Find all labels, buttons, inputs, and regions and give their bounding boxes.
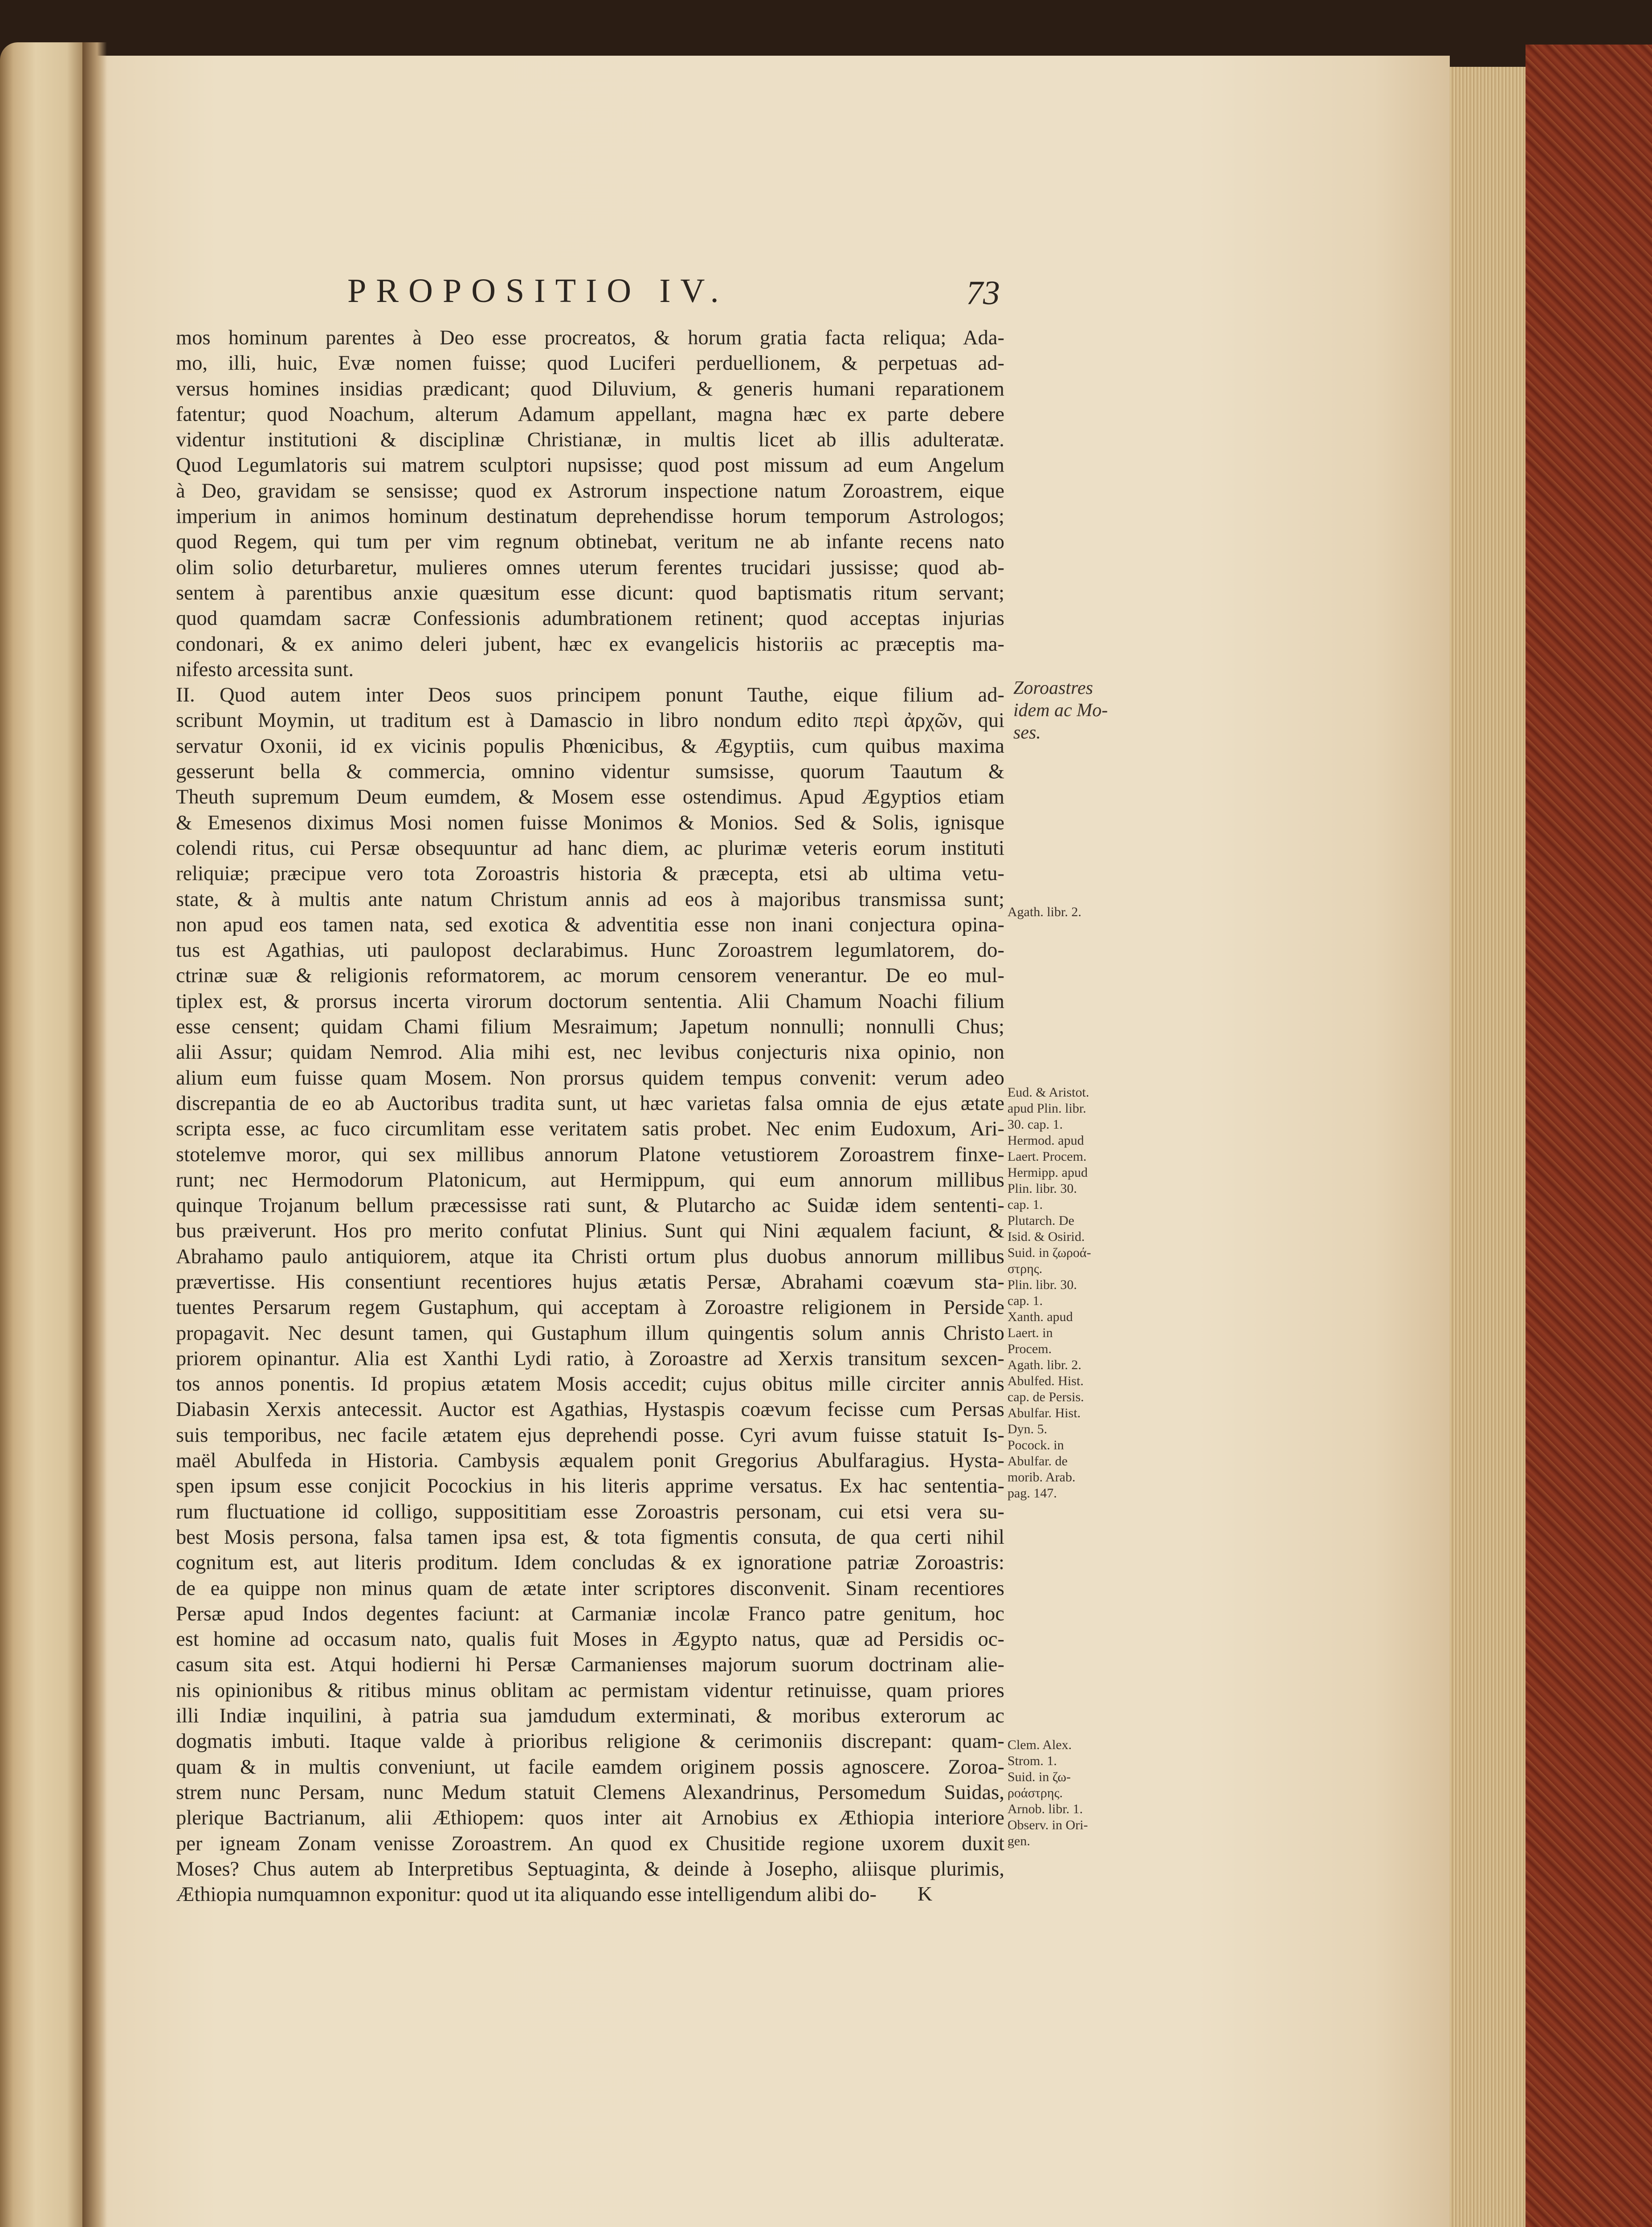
text-line: alium eum fuisse quam Mosem. Non prorsus quidem tempus convenit: verum adeo <box>176 1066 1004 1089</box>
margin-note-line: στρης. <box>1008 1261 1043 1276</box>
text-line: sentem à parentibus anxie quæsitum esse dicunt: quod baptismatis ritum servant; <box>176 581 1004 604</box>
text-line: videntur institutioni & disciplinæ Christianæ, in multis licet ab illis adulteratæ. <box>176 428 1004 452</box>
text-line: best Mosis persona, falsa tamen ipsa est, & tota figmentis consuta, de qua certi nihil <box>176 1525 1004 1549</box>
text-line: bus præiverunt. Hos pro merito confutat Plinius. Sunt qui Nini æqualem faciunt, & <box>176 1220 1004 1243</box>
margin-note-line: ses. <box>1013 722 1041 743</box>
margin-note-line: Xanth. apud <box>1008 1309 1073 1324</box>
text-line: tuentes Persarum regem Gustaphum, qui acceptam à Zoroastre religionem in Perside <box>176 1296 1004 1319</box>
margin-note-line: idem ac Mo- <box>1013 700 1108 721</box>
margin-note-line: Arnob. libr. 1. <box>1008 1802 1083 1816</box>
margin-note <box>1008 1085 1091 1501</box>
text-line: quod Regem, qui tum per vim regnum obtinebat, veritum ne ab infante recens nato <box>176 530 1004 554</box>
text-line: runt; nec Hermodorum Platonicum, aut Hermippum, qui eum annorum millibus <box>176 1168 1004 1191</box>
text-line: imperium in animos hominum destinatum deprehendisse horum temporum Astrologos; <box>176 505 1004 528</box>
text-line: nifesto arcessita sunt. <box>176 658 354 681</box>
text-line: nis opinionibus & ritibus minus oblitam ac permistam videntur retinuisse, quam priores <box>176 1679 1004 1702</box>
text-line: spen ipsum esse conjicit Pocockius in his literis apprime versatus. Ex hac sententia- <box>176 1475 1004 1498</box>
text-line: rum fluctuatione id colligo, supposititiam esse Zoroastris personam, cui etsi vera su- <box>176 1500 1004 1523</box>
margin-note-line: Clem. Alex. <box>1008 1738 1072 1752</box>
text-line: de ea quippe non minus quam de ætate inter scriptores disconvenit. Sinam recentiores <box>176 1577 1004 1600</box>
margin-note-line: Hermipp. apud <box>1008 1165 1088 1180</box>
text-line: Moses? Chus autem ab Interpretibus Septuaginta, & deinde à Josepho, aliisque plurimis, <box>176 1857 1004 1880</box>
margin-note-line: Agath. libr. 2. <box>1008 1358 1081 1372</box>
text-line: alii Assur; quidam Nemrod. Alia mihi est, nec levibus conjecturis nixa opinio, non <box>176 1041 1004 1064</box>
text-line: tos annos ponentis. Id propius ætatem Mosis accedit; cujus obitus mille circiter annis <box>176 1373 1004 1396</box>
text-line: Æthiopia numquamnon exponitur: quod ut ita aliquando esse intelligendum alibi do- <box>176 1883 877 1906</box>
margin-note-line: gen. <box>1008 1834 1030 1848</box>
running-head: PROPOSITIO IV. <box>347 272 729 310</box>
text-line: versus homines insidias prædicant; quod Diluvium, & generis humani reparationem <box>176 377 1004 400</box>
text-line: ctrinæ suæ & religionis reformatorem, ac morum censorem venerantur. De eo mul- <box>176 964 1004 987</box>
text-line: II. Quod autem inter Deos suos principem ponunt Tauthe, eique filium ad- <box>176 684 1004 707</box>
margin-note-line: Suid. in ζωροά- <box>1008 1245 1091 1260</box>
margin-note <box>1008 1737 1088 1849</box>
margin-note-line: Plin. libr. 30. <box>1008 1277 1077 1292</box>
text-line: propagavit. Nec desunt tamen, qui Gustaphum illum quingentis solum annis Christo <box>176 1322 1004 1345</box>
text-line: illi Indiæ inquilini, à patria sua jamdudum exterminati, & moribus exterorum ac <box>176 1705 1004 1728</box>
text-line: priorem opinantur. Alia est Xanthi Lydi ratio, à Zoroastre ad Xerxis transitum sexcen- <box>176 1347 1004 1370</box>
text-line: prævertisse. His consentiunt recentiores hujus ætatis Persæ, Abrahami coævum sta- <box>176 1270 1004 1293</box>
text-line: mo, illi, huic, Evæ nomen fuisse; quod Luciferi perduellionem, & perpetuas ad- <box>176 352 1004 375</box>
book-cover <box>1526 45 1652 2227</box>
margin-note-line: Plin. libr. 30. <box>1008 1181 1077 1196</box>
text-line: tus est Agathias, uti paulopost declarabimus. Hunc Zoroastrem legumlatorem, do- <box>176 939 1004 962</box>
text-line: stotelemve moror, qui sex millibus annorum Platone vetustiorem Zoroastrem finxe- <box>176 1143 1004 1166</box>
margin-note-line: Abulfar. Hist. <box>1008 1406 1081 1420</box>
text-line: discrepantia de eo ab Auctoribus tradita sunt, ut hæc varietas falsa omnia de ejus ætate <box>176 1092 1004 1115</box>
text-line: dogmatis imbuti. Itaque valde à prioribus religione & cerimoniis discrepant: quam- <box>176 1730 1004 1753</box>
margin-note-line: Dyn. 5. <box>1008 1422 1048 1436</box>
margin-note-line: ροάστρης. <box>1008 1786 1063 1800</box>
margin-note-line: Isid. & Osirid. <box>1008 1229 1085 1244</box>
left-page-edge <box>0 42 82 2227</box>
text-line: & Emesenos diximus Mosi nomen fuisse Monimos & Monios. Sed & Solis, ignisque <box>176 811 1004 834</box>
margin-note-line: Zoroastres <box>1013 678 1093 698</box>
margin-note-line: Pocock. in <box>1008 1438 1064 1452</box>
text-line: cognitum est, aut literis proditum. Idem concludas & ex ignoratione patriæ Zoroastris: <box>176 1551 1004 1574</box>
text-line: quam & in multis conveniunt, ut facile eamdem originem possis agnoscere. Zoroa- <box>176 1755 1004 1778</box>
text-line: strem nunc Persam, nunc Medum statuit Clemens Alexandrinus, Persomedum Suidas, <box>176 1781 1004 1804</box>
margin-note-line: Suid. in ζω- <box>1008 1770 1071 1784</box>
text-line: Theuth supremum Deum eumdem, & Mosem esse ostendimus. Apud Ægyptios etiam <box>176 786 1004 809</box>
text-line: maël Abulfeda in Historia. Cambysis æqualem ponit Gregorius Abulfaragius. Hysta- <box>176 1449 1004 1472</box>
text-line: à Deo, gravidam se sensisse; quod ex Astrorum inspectione natum Zoroastrem, eique <box>176 479 1004 502</box>
margin-note-line: Laert. Procem. <box>1008 1149 1087 1164</box>
margin-note-line: Procem. <box>1008 1342 1052 1356</box>
margin-note-line: cap. de Persis. <box>1008 1390 1084 1404</box>
text-line: scribunt Moymin, ut traditum est à Damascio in libro nondum edito περὶ ἀρχῶν, qui <box>176 709 1004 732</box>
margin-note-line: apud Plin. libr. <box>1008 1101 1086 1116</box>
text-line: suis temporibus, nec facile ætatem ejus deprehendi posse. Cyri avum fuisse statuit Is- <box>176 1423 1004 1447</box>
text-line: casum sita est. Atqui hodierni hi Persæ Carmanienses majorum suorum doctrinam alie- <box>176 1653 1004 1676</box>
margin-note-line: cap. 1. <box>1008 1197 1043 1212</box>
margin-note-line: Eud. & Aristot. <box>1008 1085 1089 1100</box>
margin-note-line: Laert. in <box>1008 1326 1053 1340</box>
margin-note-line: Hermod. apud <box>1008 1133 1084 1148</box>
text-line: reliquiæ; præcipue vero tota Zoroastris historia & præcepta, etsi ab ultima vetu- <box>176 862 1004 885</box>
text-line: Diabasin Xerxis antecessit. Auctor est Agathias, Hystaspis coævum fecisse cum Persas <box>176 1398 1004 1421</box>
page-block-edge <box>1450 67 1526 2227</box>
text-line: per igneam Zonam venisse Zoroastrem. An quod ex Chusitide regione uxorem duxit <box>176 1832 1004 1855</box>
margin-note-line: Observ. in Ori- <box>1008 1818 1088 1832</box>
text-line: colendi ritus, cui Persæ obsequuntur ad hanc diem, ac plurimæ veteris eorum instituti <box>176 836 1004 860</box>
text-line: esse censent; quidam Chami filium Mesraimum; Japetum nonnulli; nonnulli Chus; <box>176 1016 1004 1039</box>
margin-note-line: Abulfar. de <box>1008 1454 1068 1468</box>
text-line: plerique Bactrianum, alii Æthiopem: quos inter ait Arnobius ex Æthiopia interiore <box>176 1807 1004 1830</box>
margin-note <box>1013 677 1108 744</box>
text-line: fatentur; quod Noachum, alterum Adamum appellant, magna hæc ex parte debere <box>176 403 1004 426</box>
margin-note-line: Strom. 1. <box>1008 1754 1057 1768</box>
margin-note-line: cap. 1. <box>1008 1293 1043 1308</box>
text-line: Abrahamo paulo antiquiorem, atque ita Christi ortum plus duobus annorum millibus <box>176 1245 1004 1268</box>
page-gutter <box>82 42 107 2227</box>
text-line: Persæ apud Indos degentes faciunt: at Carmaniæ incolæ Franco patre genitum, hoc <box>176 1602 1004 1625</box>
margin-note-line: pag. 147. <box>1008 1486 1057 1501</box>
text-line: quinque Trojanum bellum præcessisse rati sunt, & Plutarcho ac Suidæ idem sententi- <box>176 1194 1004 1217</box>
text-line: Quod Legumlatoris sui matrem sculptori nupsisse; quod post missum ad eum Angelum <box>176 454 1004 477</box>
margin-note-line: morib. Arab. <box>1008 1470 1076 1485</box>
page-number: 73 <box>966 274 1000 312</box>
text-line: mos hominum parentes à Deo esse procreatos, & horum gratia facta reliqua; Ada- <box>176 326 1004 349</box>
text-line: scripta esse, ac fuco circumlitam esse veritatem satis probet. Nec enim Eudoxum, Ari- <box>176 1118 1004 1141</box>
margin-note-line: Plutarch. De <box>1008 1213 1074 1228</box>
margin-note-line: Agath. libr. 2. <box>1008 905 1081 919</box>
text-line: servatur Oxonii, id ex vicinis populis Phœnicibus, & Ægyptiis, cum quibus maxima <box>176 734 1004 758</box>
body-text <box>176 325 1004 1907</box>
margin-note-line: 30. cap. 1. <box>1008 1117 1063 1132</box>
text-line: tiplex est, & prorsus incerta virorum doctorum sententia. Alii Chamum Noachi filium <box>176 990 1004 1013</box>
margin-note-line: Abulfed. Hist. <box>1008 1374 1084 1388</box>
text-line: quod quamdam sacræ Confessionis adumbrationem retinent; quod acceptas injurias <box>176 607 1004 630</box>
text-line: gesserunt bella & commercia, omnino videntur sumsisse, quorum Taautum & <box>176 760 1004 783</box>
text-line: non apud eos tamen nata, sed exotica & adventitia esse non inani conjectura opina- <box>176 913 1004 936</box>
margin-note <box>1008 904 1081 920</box>
text-line: state, & à multis ante natum Christum annis ad eos à majoribus transmissa sunt; <box>176 888 1004 911</box>
text-line: olim solio deturbaretur, mulieres omnes uterum ferentes trucidari jussisse; quod ab- <box>176 556 1004 579</box>
signature-mark: K <box>918 1882 933 1905</box>
text-line: est homine ad occasum nato, qualis fuit Moses in Ægypto natus, quæ ad Persidis oc- <box>176 1628 1004 1651</box>
text-line: condonari, & ex animo deleri jubent, hæc ex evangelicis historiis ac præceptis ma- <box>176 632 1004 656</box>
